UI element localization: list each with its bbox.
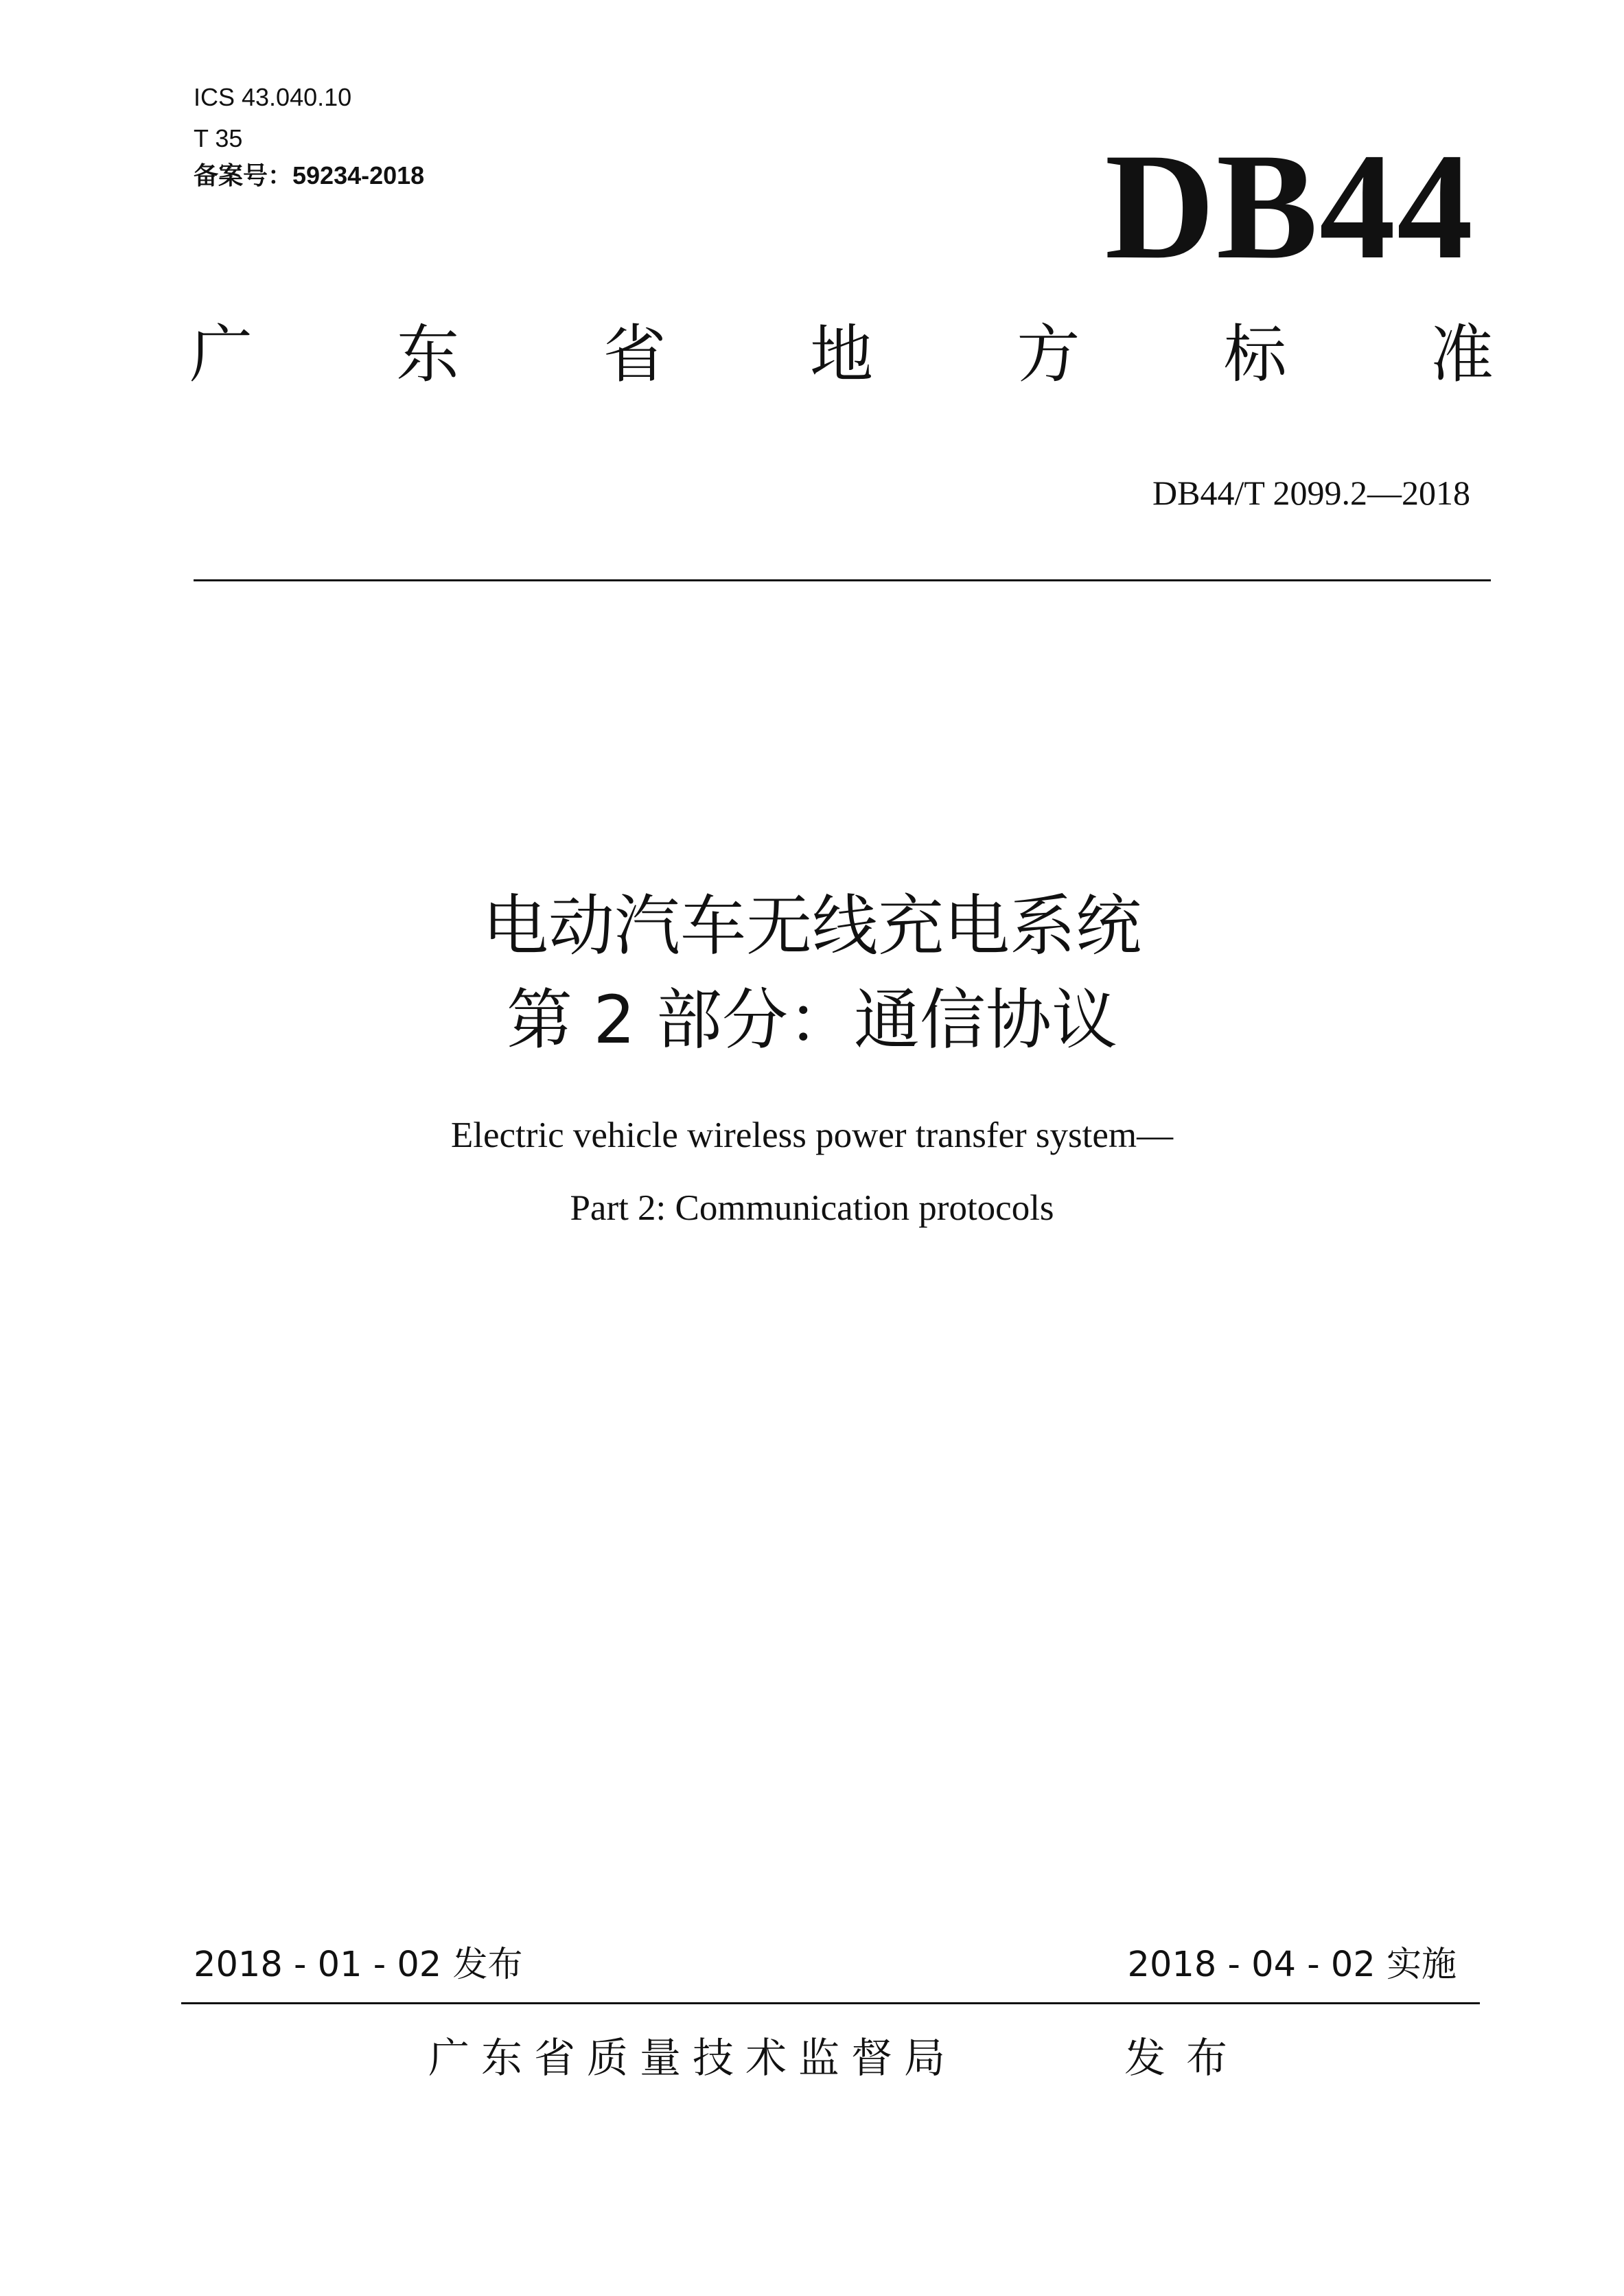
db44-logo: DB44 [1104, 122, 1474, 291]
standard-type-char: 地 [809, 318, 873, 391]
bottom-divider [181, 2002, 1480, 2004]
classification-code: T 35 [194, 124, 243, 152]
issuing-authority: 广东省质量技术监督局 [428, 2034, 957, 2083]
title-zh-line2: 第 2 部分：通信协议 [506, 982, 1118, 1058]
top-divider [194, 579, 1491, 581]
title-en-line1: Electric vehicle wireless power transfer system— [450, 1115, 1174, 1155]
standard-type-char: 省 [603, 318, 666, 391]
standard-type-char: 标 [1223, 318, 1287, 391]
record-number: 备案号：59234-2018 [194, 161, 425, 189]
issue-date: 2018 - 01 - 02 发布 [194, 1945, 523, 1985]
title-zh-line1: 电动汽车无线充电系统 [483, 888, 1141, 964]
standard-type-char: 准 [1430, 318, 1494, 391]
standard-number: DB44/T 2099.2—2018 [1152, 474, 1470, 512]
standard-type-heading [189, 317, 1494, 393]
standard-type-char: 广 [189, 318, 253, 391]
title-en-line2: Part 2: Communication protocols [570, 1188, 1054, 1228]
standard-type-char: 方 [1017, 318, 1080, 391]
publish-label: 发布 [1124, 2034, 1248, 2083]
standard-type-char: 东 [396, 318, 460, 391]
implementation-date: 2018 - 04 - 02 实施 [1127, 1945, 1457, 1985]
ics-code: ICS 43.040.10 [194, 83, 352, 111]
